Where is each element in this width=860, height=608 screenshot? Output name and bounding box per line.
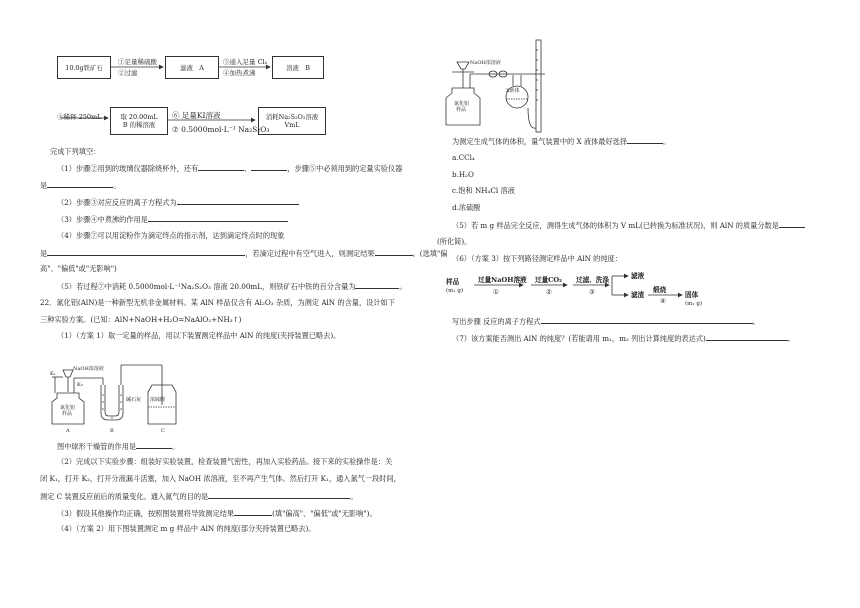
problem-22-line1: 22．氮化铝(AlN)是一种新型无机非金属材料。某 AlN 样品仅含有 Al₂O₃ 杂质，为测定 AlN 的含量，设计如下	[40, 298, 395, 307]
step3-label: ③通入足量 Cl₂	[223, 58, 268, 66]
q1-text-c: ，步骤⑤中必须用到的定量实验仪器	[287, 164, 403, 173]
option-d: d.浓硫酸	[452, 203, 481, 212]
sample-label-2b: 样品	[456, 107, 467, 113]
flow-residue-label: 滤渣	[631, 291, 645, 299]
option-c: c.饱和 NH₄Cl 溶液	[452, 186, 515, 195]
q1-text-e: 。	[113, 181, 121, 190]
naoh-label-2: NaOH浓溶液	[470, 60, 501, 66]
rq7-text: （7）该方案能否测出 AlN 的纯度？(若能请用 m₁，m₂ 列出计算纯度的表达式)	[452, 334, 706, 343]
acid-label: 浓硫酸	[150, 397, 166, 403]
step-2-line1: （2）完成以下实验步骤：组装好实验装置，检查装置气密性，再加入实验药品。接下来的实验操作是：关	[57, 457, 393, 466]
label-c: C	[161, 428, 165, 434]
q-dry-text: 图中球形干燥管的作用是	[57, 442, 137, 451]
option-a: a.CCl₄	[452, 153, 475, 162]
flow-naoh-label: 过量NaOH溶液	[478, 276, 527, 284]
x-q-blank[interactable]	[627, 136, 663, 144]
question-4: （4）步骤⑦可以用淀粉作为滴定终点的指示剂，达到滴定终点时的现象	[57, 231, 285, 240]
step7-label: ⑦ 0.5000mol·L⁻¹ Na₂S₂O₃	[172, 125, 270, 134]
s3-text-a: （3）假设其他操作均正确，按照图装置将导致测定结果	[57, 509, 235, 518]
problem-22-line2: 三种实验方案。(已知：AlN+NaOH+H₂O=NaAlO₂+NH₃↑)	[40, 315, 242, 324]
write-step-text: 写出步骤 反应的离子方程式	[452, 317, 541, 326]
consume-line1: 消耗Na₂S₂O₃溶液	[265, 113, 319, 121]
lime-label: 碱石灰	[126, 397, 142, 403]
label-b: B	[110, 428, 114, 434]
q4-text-c: ，若滴定过程中有空气进入，则测定结果	[245, 249, 375, 258]
sample-label-1b: 样品	[62, 411, 73, 417]
s2-text-end: 。	[350, 492, 358, 501]
flow-step1-circle: ①	[493, 288, 499, 296]
flow-step4-circle: ④	[660, 297, 666, 305]
x-q-text: 为测定生成气体的体积，量气装置中的 X 液体最好选择	[452, 137, 628, 146]
flow-step3-circle: ③	[589, 288, 595, 296]
option-b: b.H₂O	[452, 170, 474, 179]
filtrate-a-label: 滤液 A	[180, 63, 204, 72]
q-dry-end: 。	[172, 442, 180, 451]
take-line2: B 的稀溶液	[122, 121, 156, 129]
q4-text-d: 。(选填"偏	[412, 249, 448, 258]
q1-text-a: （1）步骤②用到的玻璃仪器除烧杯外，还有	[57, 164, 199, 173]
q1-text-b: 、	[244, 164, 252, 173]
q4-text-b: 是	[40, 249, 48, 258]
flow-sample-mass: (m₁ g)	[446, 288, 463, 294]
right-question-6: （6）（方案 3）按下列路径测定样品中 AlN 的纯度：	[452, 254, 622, 263]
solution-b-label: 溶液 B	[286, 63, 310, 72]
sample-label-1a: 氮化铝	[60, 405, 76, 411]
flow-sample-label: 样品	[446, 278, 460, 286]
flow-step2-circle: ②	[546, 288, 552, 296]
step5-label: ⑤稀释 250mL	[57, 113, 102, 121]
write-step-blank[interactable]	[541, 316, 753, 324]
k1-label: K₁	[50, 371, 56, 377]
rq7-blank[interactable]	[706, 333, 788, 341]
x-liquid-label: X液体	[506, 88, 520, 94]
label-a: A	[66, 428, 70, 434]
step-2-line2: 闭 K₁，打开 K₂，打开分液漏斗活塞，加入 NaOH 浓溶液，至不再产生气体。然后打开 K₁，通入氮气一段时间，	[40, 474, 401, 483]
flow-solid-label: 固体	[685, 291, 699, 299]
step1-label: ①足量稀硫酸	[118, 58, 157, 66]
flow-filtrate-label: 滤液	[631, 272, 645, 280]
step6-label: ⑥ 足量KI溶液	[172, 111, 221, 120]
q2-text: （2）步骤③对应反应的离子方程式为	[57, 198, 177, 207]
flow-filter-label: 过滤、洗涤	[576, 276, 609, 284]
scheme-1-text: （1）（方案 1）取一定量的样品，用以下装置测定样品中 AlN 的纯度(夹持装置已略去)。	[57, 331, 341, 340]
intro-text: 完成下列填空：	[50, 147, 101, 156]
question-4-options: 高"、"偏低"或"无影响")	[40, 264, 117, 273]
rq7-end: 。	[787, 334, 795, 343]
consume-line2: VmL	[284, 121, 300, 129]
ore-label: 10.0g铁矿石	[65, 63, 103, 72]
flow-burn-label: 煅烧	[653, 286, 667, 294]
flow-solid-mass: (m₂ g)	[685, 301, 702, 307]
step2-label: ②过滤	[118, 69, 138, 77]
sample-label-2a: 氮化铝	[454, 101, 470, 107]
q3-text: （3）步骤④中煮沸的作用是	[57, 215, 148, 224]
write-step-end: 。	[752, 317, 760, 326]
flow-co2-label: 过量CO₂	[535, 276, 563, 284]
right-question-5-cont: (所化简)。	[437, 237, 472, 246]
q5-text-end: 。	[399, 282, 407, 291]
q5-text: （5）若过程⑦中消耗 0.5000mol·L⁻¹Na₂S₂O₃ 溶液 20.00mL，则铁矿石中铁的百分含量为	[57, 282, 356, 291]
s2-text-c: 测定 C 装置反应前后的质量变化。通入氮气的目的是	[40, 492, 209, 501]
scheme-2-text: （4）（方案 2）用下图装置测定 m g 样品中 AlN 的纯度(部分夹持装置已略去)。	[57, 524, 316, 533]
right-question-5	[452, 220, 805, 230]
rq5-text: （5）若 m g 样品完全反应，测得生成气体的体积为 V mL(已转换为标准状况)，则 AlN 的质量分数是	[452, 221, 779, 230]
naoh-label-1: NaOH浓溶液	[73, 366, 104, 372]
q1-text-d: 是	[40, 181, 48, 190]
s3-text-b: (填"偏高"、"偏低"或"无影响")。	[272, 509, 377, 518]
x-q-end: 。	[663, 137, 671, 146]
right-question-7	[452, 333, 795, 343]
take-line1: 取 20.00mL	[120, 113, 158, 121]
k2-label: K₂	[77, 382, 83, 388]
write-equation	[452, 316, 760, 326]
x-liquid-question	[452, 136, 670, 146]
step4-label: ④加热煮沸	[223, 69, 256, 77]
rq5-blank[interactable]	[779, 220, 805, 228]
